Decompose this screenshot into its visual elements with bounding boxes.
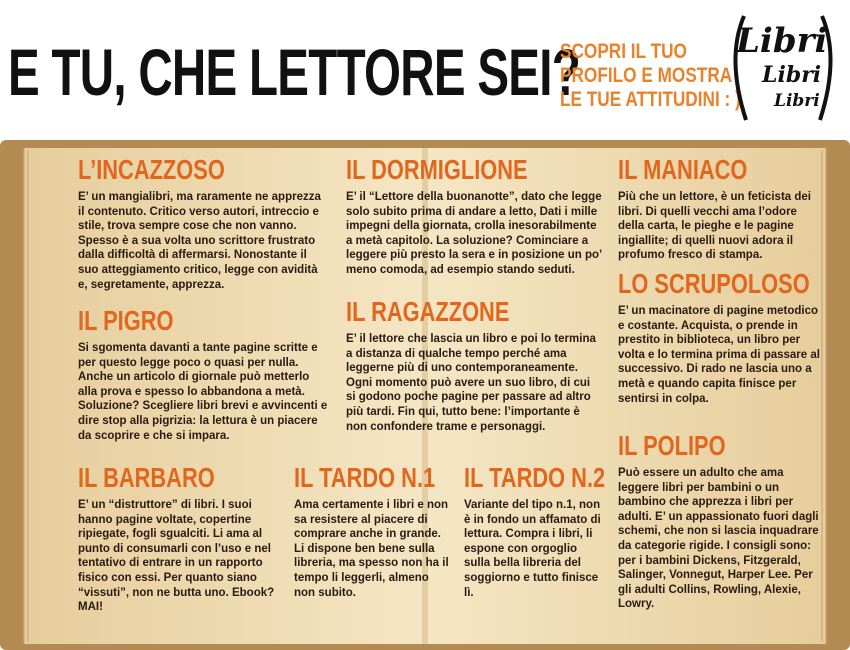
section-body: E’ il lettore che lascia un libro e poi lo termina a distanza di qualche tempo perché ama leggerne più di uno contemporaneamente. Ogni momento può avere un suo libro, di cui si godono poche pagine per passare ad altro più tardi. Fin qui, tutto bene: l’importante è non confondere trame e personaggi. <box>346 333 596 433</box>
section-pigro <box>78 305 330 443</box>
page-title: E TU, CHE LETTORE SEI? <box>8 35 581 109</box>
page-subtitle <box>560 40 741 112</box>
logo-word: Libri <box>736 21 828 61</box>
section-scrupoloso <box>618 268 826 406</box>
logo-word: Libri <box>762 62 822 88</box>
section-title: IL TARDO N.2 <box>464 462 606 493</box>
section-body: Può essere un adulto che ama leggere libri per bambini o un bambino che apprezza i libri per adulti. E’ un appassionato fuori dagli schemi, che non si lascia inquadrare da categorie rigide. I consigli sono: per i bambini Dickens, Fitzgerald, Salinger, Vonnegut, Harper Lee. Per gli adulti Collins, Rowling, Alexie, Lowry. <box>618 467 819 611</box>
section-title: IL MANIACO <box>618 154 748 185</box>
section-barbaro <box>78 462 278 615</box>
section-body: Ama certamente i libri e non sa resistere al piacere di comprare anche in grande. Li dispone ben bene sulla libreria, ma spesso non ha il tempo li leggerli, almeno non subito. <box>294 499 449 599</box>
section-title: L’INCAZZOSO <box>78 154 225 185</box>
section-title: IL TARDO N.1 <box>294 462 436 493</box>
subtitle-line: PROFILO E MOSTRA <box>560 64 733 87</box>
logo-word: Libri <box>774 91 820 111</box>
section-incazzoso <box>78 154 330 292</box>
section-body: Si sgomenta davanti a tante pagine scritte e per questo legge poco o quasi per nulla. Anche un articolo di giornale può metterlo alla prova e spesso lo abbandona a metà. Soluzione? Scegliere libri brevi e avvincenti e dire stop alla pigrizia: la lettura è un piacere da scoprire e che si impara. <box>78 342 328 442</box>
section-title: IL PIGRO <box>78 305 174 336</box>
section-title: LO SCRUPOLOSO <box>618 268 810 299</box>
section-body: E’ un macinatore di pagine metodico e costante. Acquista, o prende in prestito in biblioteca, un libro per volta e lo termina prima di passare al successivo. Di rado ne lascia uno a metà e quando capita finisce per sentirsi in colpa. <box>618 305 820 405</box>
section-body: Variante del tipo n.1, non è in fondo un affamato di lettura. Compra i libri, li espone con orgoglio sulla bella libreria del soggiorno e tutto finisce lì. <box>464 499 601 599</box>
subtitle-line: SCOPRI IL TUO <box>560 40 687 63</box>
section-maniaco <box>618 154 826 263</box>
section-body: E’ un mangialibri, ma raramente ne apprezza il contenuto. Critico verso autori, intreccio e stile, trova sempre cose che non vanno. Spesso è a sua volta uno scrittore frustrato dalla difficoltà di affermarsi. Nonostante il suo atteggiamento critico, legge con avidità e, segretamente, apprezza. <box>78 191 321 291</box>
section-polipo <box>618 430 826 612</box>
section-body: E’ il “Lettore della buonanotte”, dato che legge solo subito prima di andare a letto, Dati i mille impegni della giornata, crolla inesorabilmente a metà capitolo. La soluzione? Cominciare a leggere più presto la sera e in posizione un po’ meno comoda, ad esempio stando seduti. <box>346 191 602 276</box>
section-body: Più che un lettore, è un feticista dei libri. Di quelli vecchi ama l’odore della carta, le pieghe e le pagine ingiallite; di quelli nuovi adora il profumo fresco di stampa. <box>618 191 811 262</box>
section-body: E’ un “distruttore” di libri. I suoi hanno pagine voltate, copertine ripiegate, fogli sgualciti. Li ama al punto di consumarli con l’uso e nel tentativo di entrare in un rapporto fisico con essi. Per quanto siano “vissuti”, non ne butta uno. Ebook? MAI! <box>78 499 275 614</box>
section-ragazzone <box>346 296 602 434</box>
section-title: IL BARBARO <box>78 462 215 493</box>
libri-logo <box>722 8 842 128</box>
section-title: IL RAGAZZONE <box>346 296 510 327</box>
section-title: IL DORMIGLIONE <box>346 154 528 185</box>
subtitle-line: LE TUE ATTITUDINI : ) <box>560 88 741 111</box>
section-dormiglione <box>346 154 602 278</box>
section-title: IL POLIPO <box>618 430 726 461</box>
section-tardo-2 <box>464 462 606 600</box>
section-tardo-1 <box>294 462 452 600</box>
